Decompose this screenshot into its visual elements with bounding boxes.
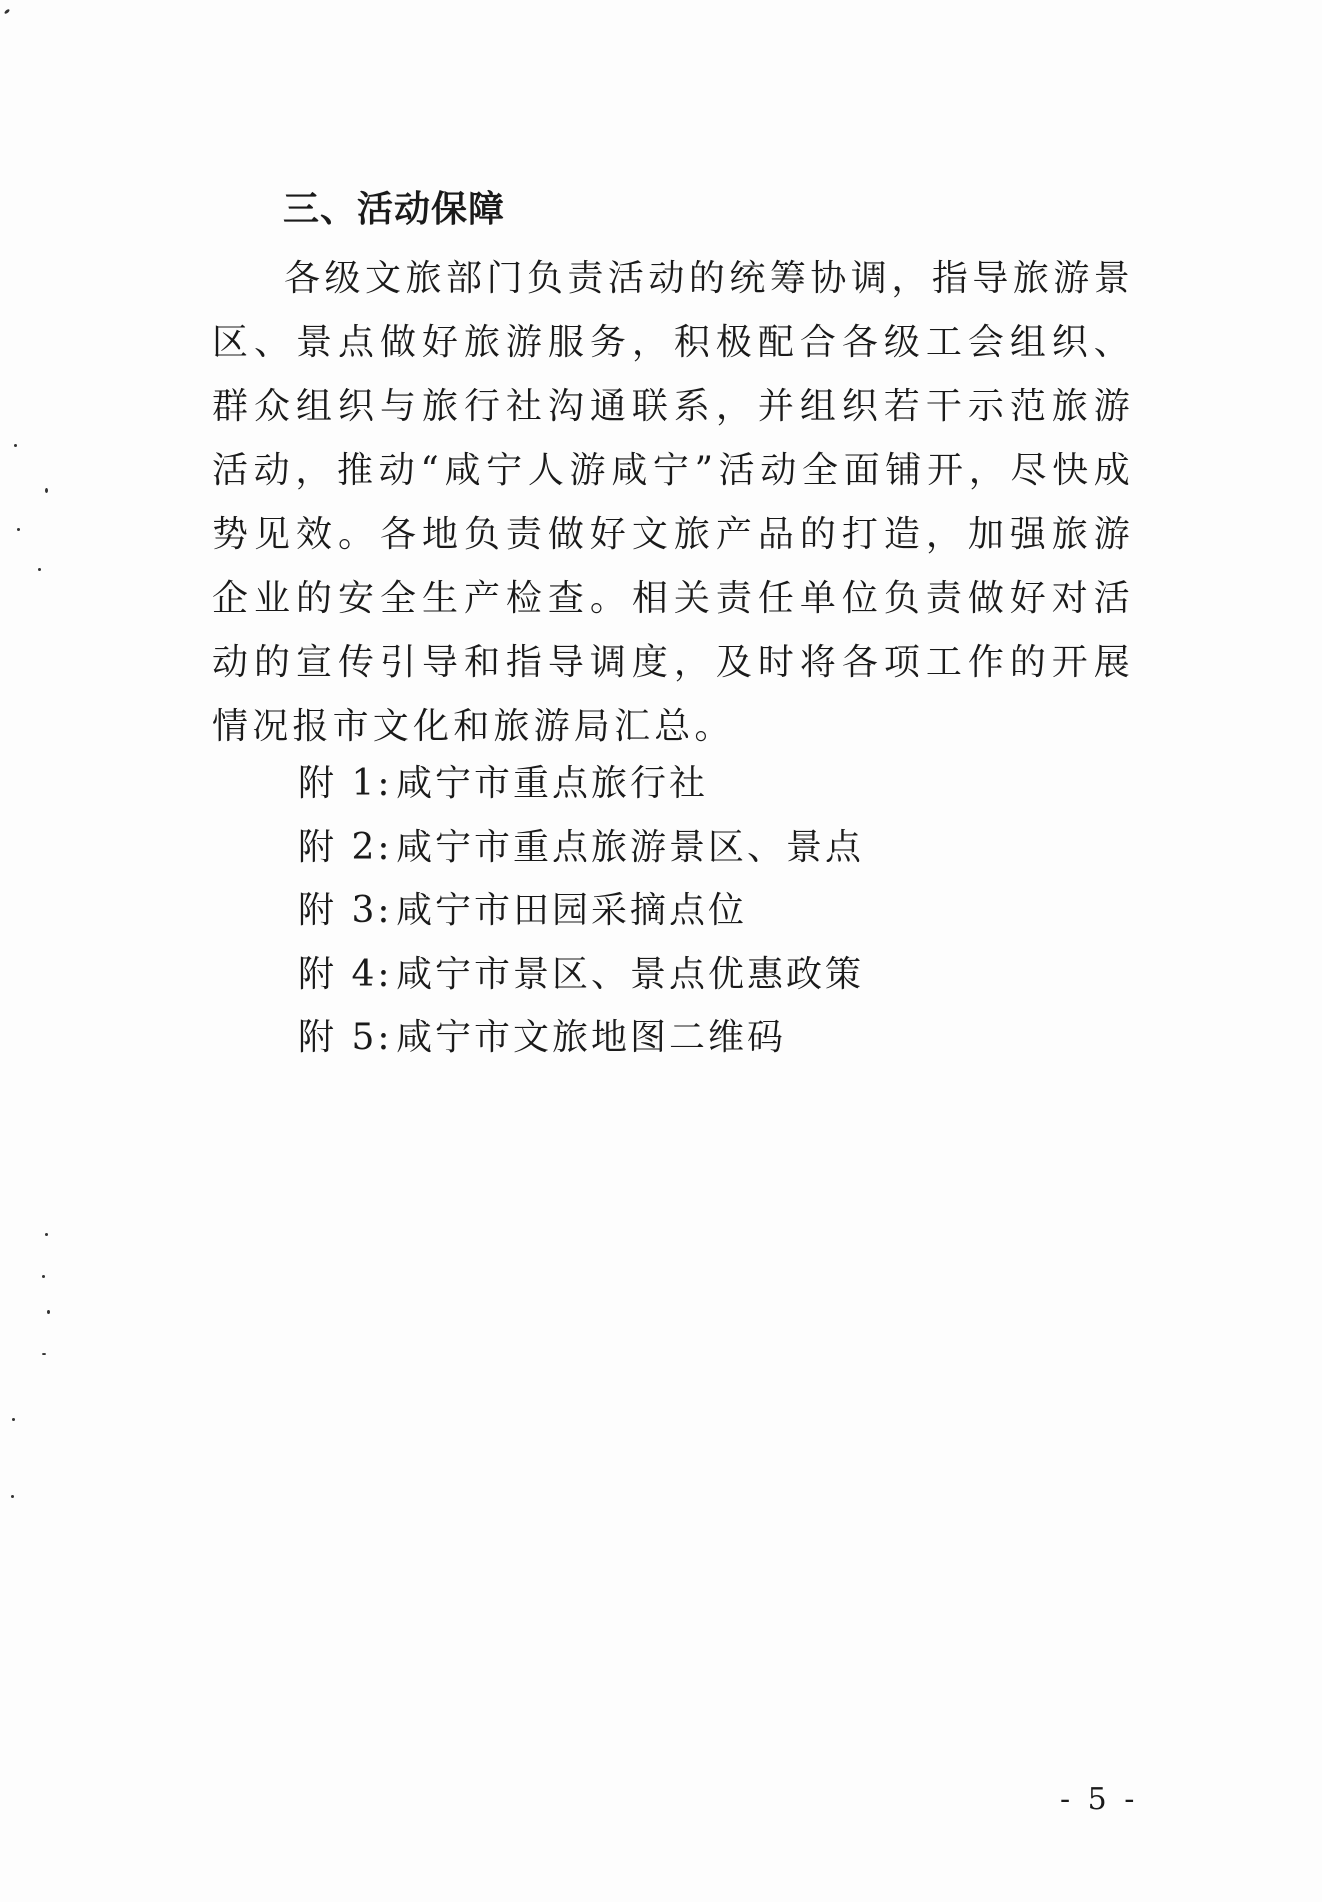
scan-artifact [45,488,48,493]
attachment-item [298,943,864,1007]
attachment-label: 附 3: [298,890,393,931]
attachment-label: 附 5: [298,1017,393,1058]
scan-artifact [42,1275,45,1278]
attachment-item [298,752,864,816]
page-number: - 5 - [1060,1782,1139,1817]
attachment-title: 咸宁市重点旅游景区、景点 [396,826,865,868]
attachment-label: 附 1: [298,763,393,804]
attachment-title: 咸宁市景区、景点优惠政策 [396,953,865,995]
attachment-item [298,816,864,880]
scan-artifact [14,444,17,447]
attachment-item [298,1006,864,1070]
scan-artifact [4,8,11,14]
scan-artifact [45,1233,48,1236]
section-heading: 三、活动保障 [283,189,506,230]
body-paragraph: 各级文旅部门负责活动的统筹协调，指导旅游景区、景点做好旅游服务，积极配合各级工会组织、群众组织与旅行社沟通联系，并组织若干示范旅游活动，推动“咸宁人游咸宁”活动全面铺开，尽快成势见效。各地负责做好文旅产品的打造，加强旅游企业的安全生产检查。相关责任单位负责做好对活动的宣传引导和指导调度，及时将各项工作的开展情况报市文化和旅游局汇总。 [212,258,1134,747]
attachment-item [298,879,864,943]
scan-artifact [11,1495,14,1498]
scan-artifact [47,1310,50,1314]
scan-artifact [17,528,20,531]
scan-artifact [12,1418,15,1421]
scan-artifact [42,1353,46,1355]
attachment-label: 附 2: [298,826,393,868]
attachment-label: 附 4: [298,953,393,995]
scan-artifact [38,568,41,571]
attachment-title: 咸宁市文旅地图二维码 [396,1017,787,1058]
attachment-title: 咸宁市重点旅行社 [396,763,709,804]
attachment-title: 咸宁市田园采摘点位 [396,890,748,931]
attachment-list [298,752,864,1070]
